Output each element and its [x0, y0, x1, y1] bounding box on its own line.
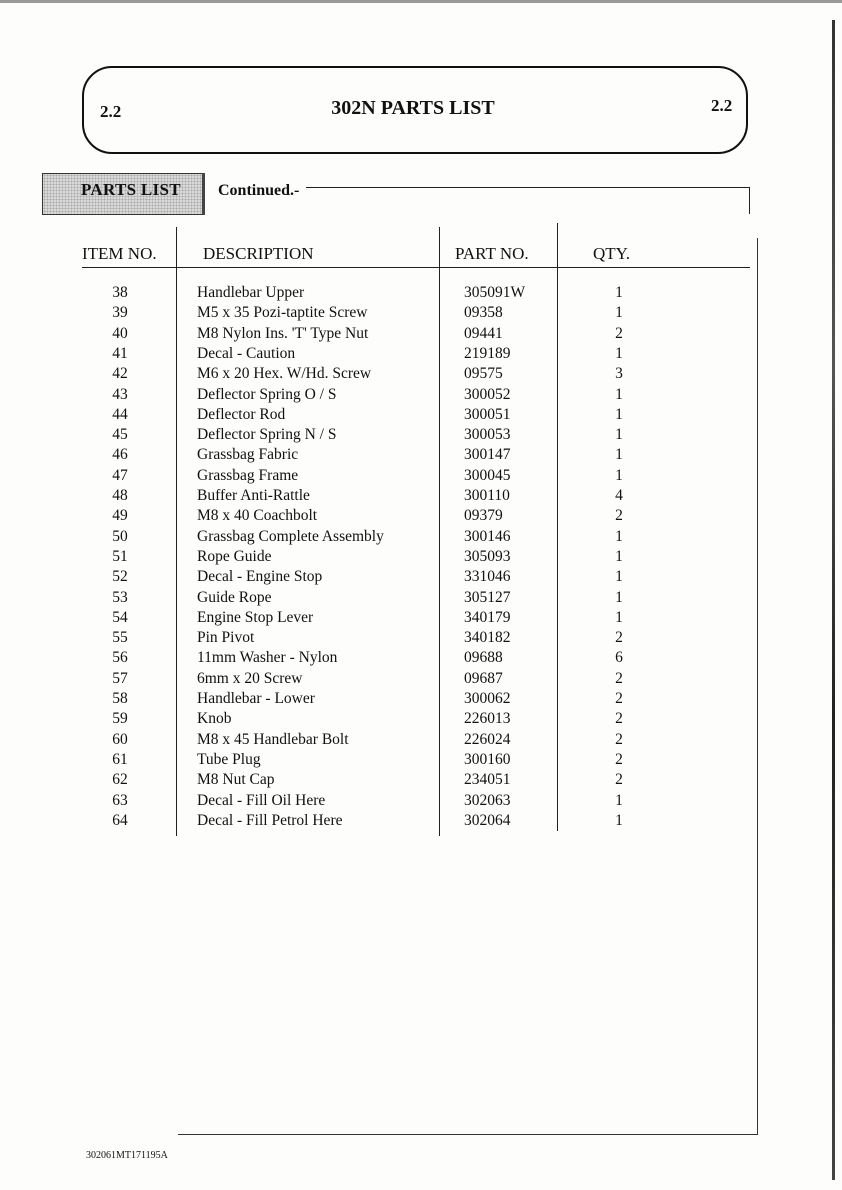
part-no-cell: 300051 — [464, 405, 511, 423]
part-no-cell: 305091W — [464, 284, 526, 301]
table-row — [0, 344, 842, 364]
qty-cell: 1 — [615, 446, 623, 464]
description-cell: M8 Nut Cap — [197, 771, 275, 789]
description-cell: M6 x 20 Hex. W/Hd. Screw — [197, 365, 372, 383]
table-row — [0, 425, 842, 445]
description-cell: M8 Nylon Ins. 'T' Type Nut — [197, 324, 369, 342]
part-no-cell: 340182 — [464, 629, 511, 647]
item-no-cell: 52 — [112, 568, 128, 586]
description-cell: Decal - Fill Oil Here — [197, 791, 326, 809]
description-cell: Grassbag Complete Assembly — [197, 527, 384, 545]
table-row — [0, 750, 842, 770]
table-row — [0, 730, 842, 750]
part-no-cell: 300147 — [464, 446, 511, 464]
part-no-cell: 300160 — [464, 750, 511, 768]
description-cell: Decal - Caution — [197, 344, 296, 362]
description-cell: Deflector Rod — [197, 405, 286, 423]
item-no-cell: 56 — [112, 649, 128, 667]
description-cell: Buffer Anti-Rattle — [197, 487, 310, 504]
qty-cell: 1 — [615, 811, 623, 829]
table-row — [0, 405, 842, 425]
tab-shadow — [202, 173, 205, 215]
table-row — [0, 283, 842, 303]
description-cell: Knob — [197, 710, 232, 728]
qty-cell: 2 — [615, 629, 623, 647]
qty-cell: 2 — [615, 771, 623, 789]
scan-edge-top — [0, 0, 842, 3]
part-no-cell: 300052 — [464, 385, 511, 403]
qty-cell: 4 — [615, 487, 623, 504]
part-no-cell: 09688 — [464, 649, 503, 667]
description-cell: 11mm Washer - Nylon — [197, 649, 338, 667]
part-no-cell: 340179 — [464, 608, 511, 626]
table-row — [0, 628, 842, 648]
item-no-cell: 38 — [112, 284, 128, 301]
item-no-cell: 40 — [112, 324, 128, 342]
item-no-cell: 55 — [112, 629, 128, 647]
frame-top-rule — [306, 187, 750, 188]
table-row — [0, 648, 842, 668]
table-row — [0, 608, 842, 628]
part-no-cell: 09687 — [464, 669, 503, 687]
description-cell: Deflector Spring O / S — [197, 385, 337, 403]
part-no-cell: 305093 — [464, 547, 511, 565]
table-row — [0, 364, 842, 384]
table-row — [0, 588, 842, 608]
item-no-cell: 41 — [112, 344, 128, 362]
item-no-cell: 48 — [112, 487, 128, 504]
part-no-cell: 302064 — [464, 811, 511, 829]
item-no-cell: 49 — [112, 507, 128, 525]
qty-cell: 2 — [615, 750, 623, 768]
item-no-cell: 42 — [112, 365, 128, 383]
description-cell: 6mm x 20 Screw — [197, 669, 303, 687]
description-cell: Deflector Spring N / S — [197, 426, 337, 444]
qty-cell: 2 — [615, 669, 623, 687]
part-no-cell: 09575 — [464, 365, 503, 383]
qty-cell: 6 — [615, 649, 623, 667]
item-no-cell: 43 — [112, 385, 128, 403]
item-no-cell: 44 — [112, 405, 128, 423]
part-no-cell: 226013 — [464, 710, 511, 728]
table-row — [0, 486, 842, 506]
qty-cell: 1 — [615, 588, 623, 606]
qty-cell: 2 — [615, 324, 623, 342]
section-number-right: 2.2 — [711, 96, 733, 115]
qty-cell: 3 — [615, 365, 623, 383]
description-cell: Decal - Engine Stop — [197, 568, 323, 586]
description-cell: Grassbag Fabric — [197, 446, 299, 464]
part-no-cell: 300062 — [464, 690, 511, 707]
item-no-cell: 46 — [112, 446, 128, 464]
qty-cell: 1 — [615, 547, 623, 565]
table-row — [0, 445, 842, 465]
part-no-cell: 09358 — [464, 304, 503, 322]
qty-cell: 1 — [615, 284, 623, 301]
description-cell: Engine Stop Lever — [197, 608, 314, 626]
description-cell: Rope Guide — [197, 547, 272, 565]
table-row — [0, 324, 842, 344]
qty-cell: 1 — [615, 385, 623, 403]
item-no-cell: 60 — [112, 730, 128, 748]
qty-cell: 1 — [615, 344, 623, 362]
part-no-cell: 234051 — [464, 771, 511, 789]
description-cell: Handlebar - Lower — [197, 690, 315, 707]
part-no-cell: 09441 — [464, 324, 503, 342]
table-row — [0, 385, 842, 405]
item-no-cell: 45 — [112, 426, 128, 444]
table-row — [0, 689, 842, 709]
description-cell: Decal - Fill Petrol Here — [197, 811, 343, 829]
qty-cell: 1 — [615, 608, 623, 626]
description-cell: Handlebar Upper — [197, 284, 305, 301]
part-no-cell: 300110 — [464, 487, 510, 504]
qty-cell: 1 — [615, 466, 623, 484]
qty-cell: 2 — [615, 507, 623, 525]
description-cell: Pin Pivot — [197, 629, 255, 647]
parts-list-tab-label: PARTS LIST — [81, 180, 181, 199]
part-no-cell: 300053 — [464, 426, 511, 444]
item-no-cell: 47 — [112, 466, 128, 484]
item-no-cell: 64 — [112, 811, 128, 829]
frame-right-edge — [749, 187, 750, 214]
qty-cell: 2 — [615, 710, 623, 728]
qty-cell: 1 — [615, 426, 623, 444]
table-row — [0, 791, 842, 811]
column-header-qty: QTY. — [593, 244, 630, 263]
description-cell: M5 x 35 Pozi-taptite Screw — [197, 304, 368, 322]
part-no-cell: 331046 — [464, 568, 511, 586]
qty-cell: 2 — [615, 730, 623, 748]
document-code: 302061MT171195A — [86, 1150, 168, 1161]
item-no-cell: 57 — [112, 669, 128, 687]
part-no-cell: 09379 — [464, 507, 503, 525]
table-row — [0, 709, 842, 729]
item-no-cell: 51 — [112, 547, 128, 565]
table-row — [0, 669, 842, 689]
item-no-cell: 50 — [112, 527, 128, 545]
section-number-left: 2.2 — [100, 102, 122, 121]
item-no-cell: 53 — [112, 588, 128, 606]
item-no-cell: 61 — [112, 750, 128, 768]
table-row — [0, 466, 842, 486]
item-no-cell: 63 — [112, 791, 128, 809]
part-no-cell: 226024 — [464, 730, 511, 748]
description-cell: Tube Plug — [197, 750, 261, 768]
item-no-cell: 54 — [112, 608, 128, 626]
qty-cell: 1 — [615, 791, 623, 809]
page-title: 302N PARTS LIST — [331, 97, 495, 119]
table-row — [0, 527, 842, 547]
table-row — [0, 811, 842, 831]
part-no-cell: 300146 — [464, 527, 511, 545]
qty-cell: 1 — [615, 527, 623, 545]
table-row — [0, 506, 842, 526]
part-no-cell: 219189 — [464, 344, 511, 362]
table-row — [0, 547, 842, 567]
frame-bottom-rule — [178, 1134, 758, 1135]
part-no-cell: 305127 — [464, 588, 511, 606]
qty-cell: 1 — [615, 304, 623, 322]
description-cell: M8 x 45 Handlebar Bolt — [197, 730, 349, 748]
part-no-cell: 302063 — [464, 791, 511, 809]
table-row — [0, 303, 842, 323]
item-no-cell: 58 — [112, 690, 128, 707]
qty-cell: 1 — [615, 405, 623, 423]
column-header-description: DESCRIPTION — [203, 244, 314, 263]
item-no-cell: 59 — [112, 710, 128, 728]
part-no-cell: 300045 — [464, 466, 511, 484]
table-row — [0, 567, 842, 587]
table-row — [0, 770, 842, 790]
item-no-cell: 62 — [112, 771, 128, 789]
column-header-item-no: ITEM NO. — [82, 244, 157, 263]
item-no-cell: 39 — [112, 304, 128, 322]
header-rule — [82, 267, 750, 268]
qty-cell: 1 — [615, 568, 623, 586]
column-header-part-no: PART NO. — [455, 244, 529, 263]
qty-cell: 2 — [615, 690, 623, 707]
description-cell: M8 x 40 Coachbolt — [197, 507, 318, 525]
description-cell: Guide Rope — [197, 588, 272, 606]
continued-label: Continued.- — [218, 182, 300, 199]
description-cell: Grassbag Frame — [197, 466, 299, 484]
